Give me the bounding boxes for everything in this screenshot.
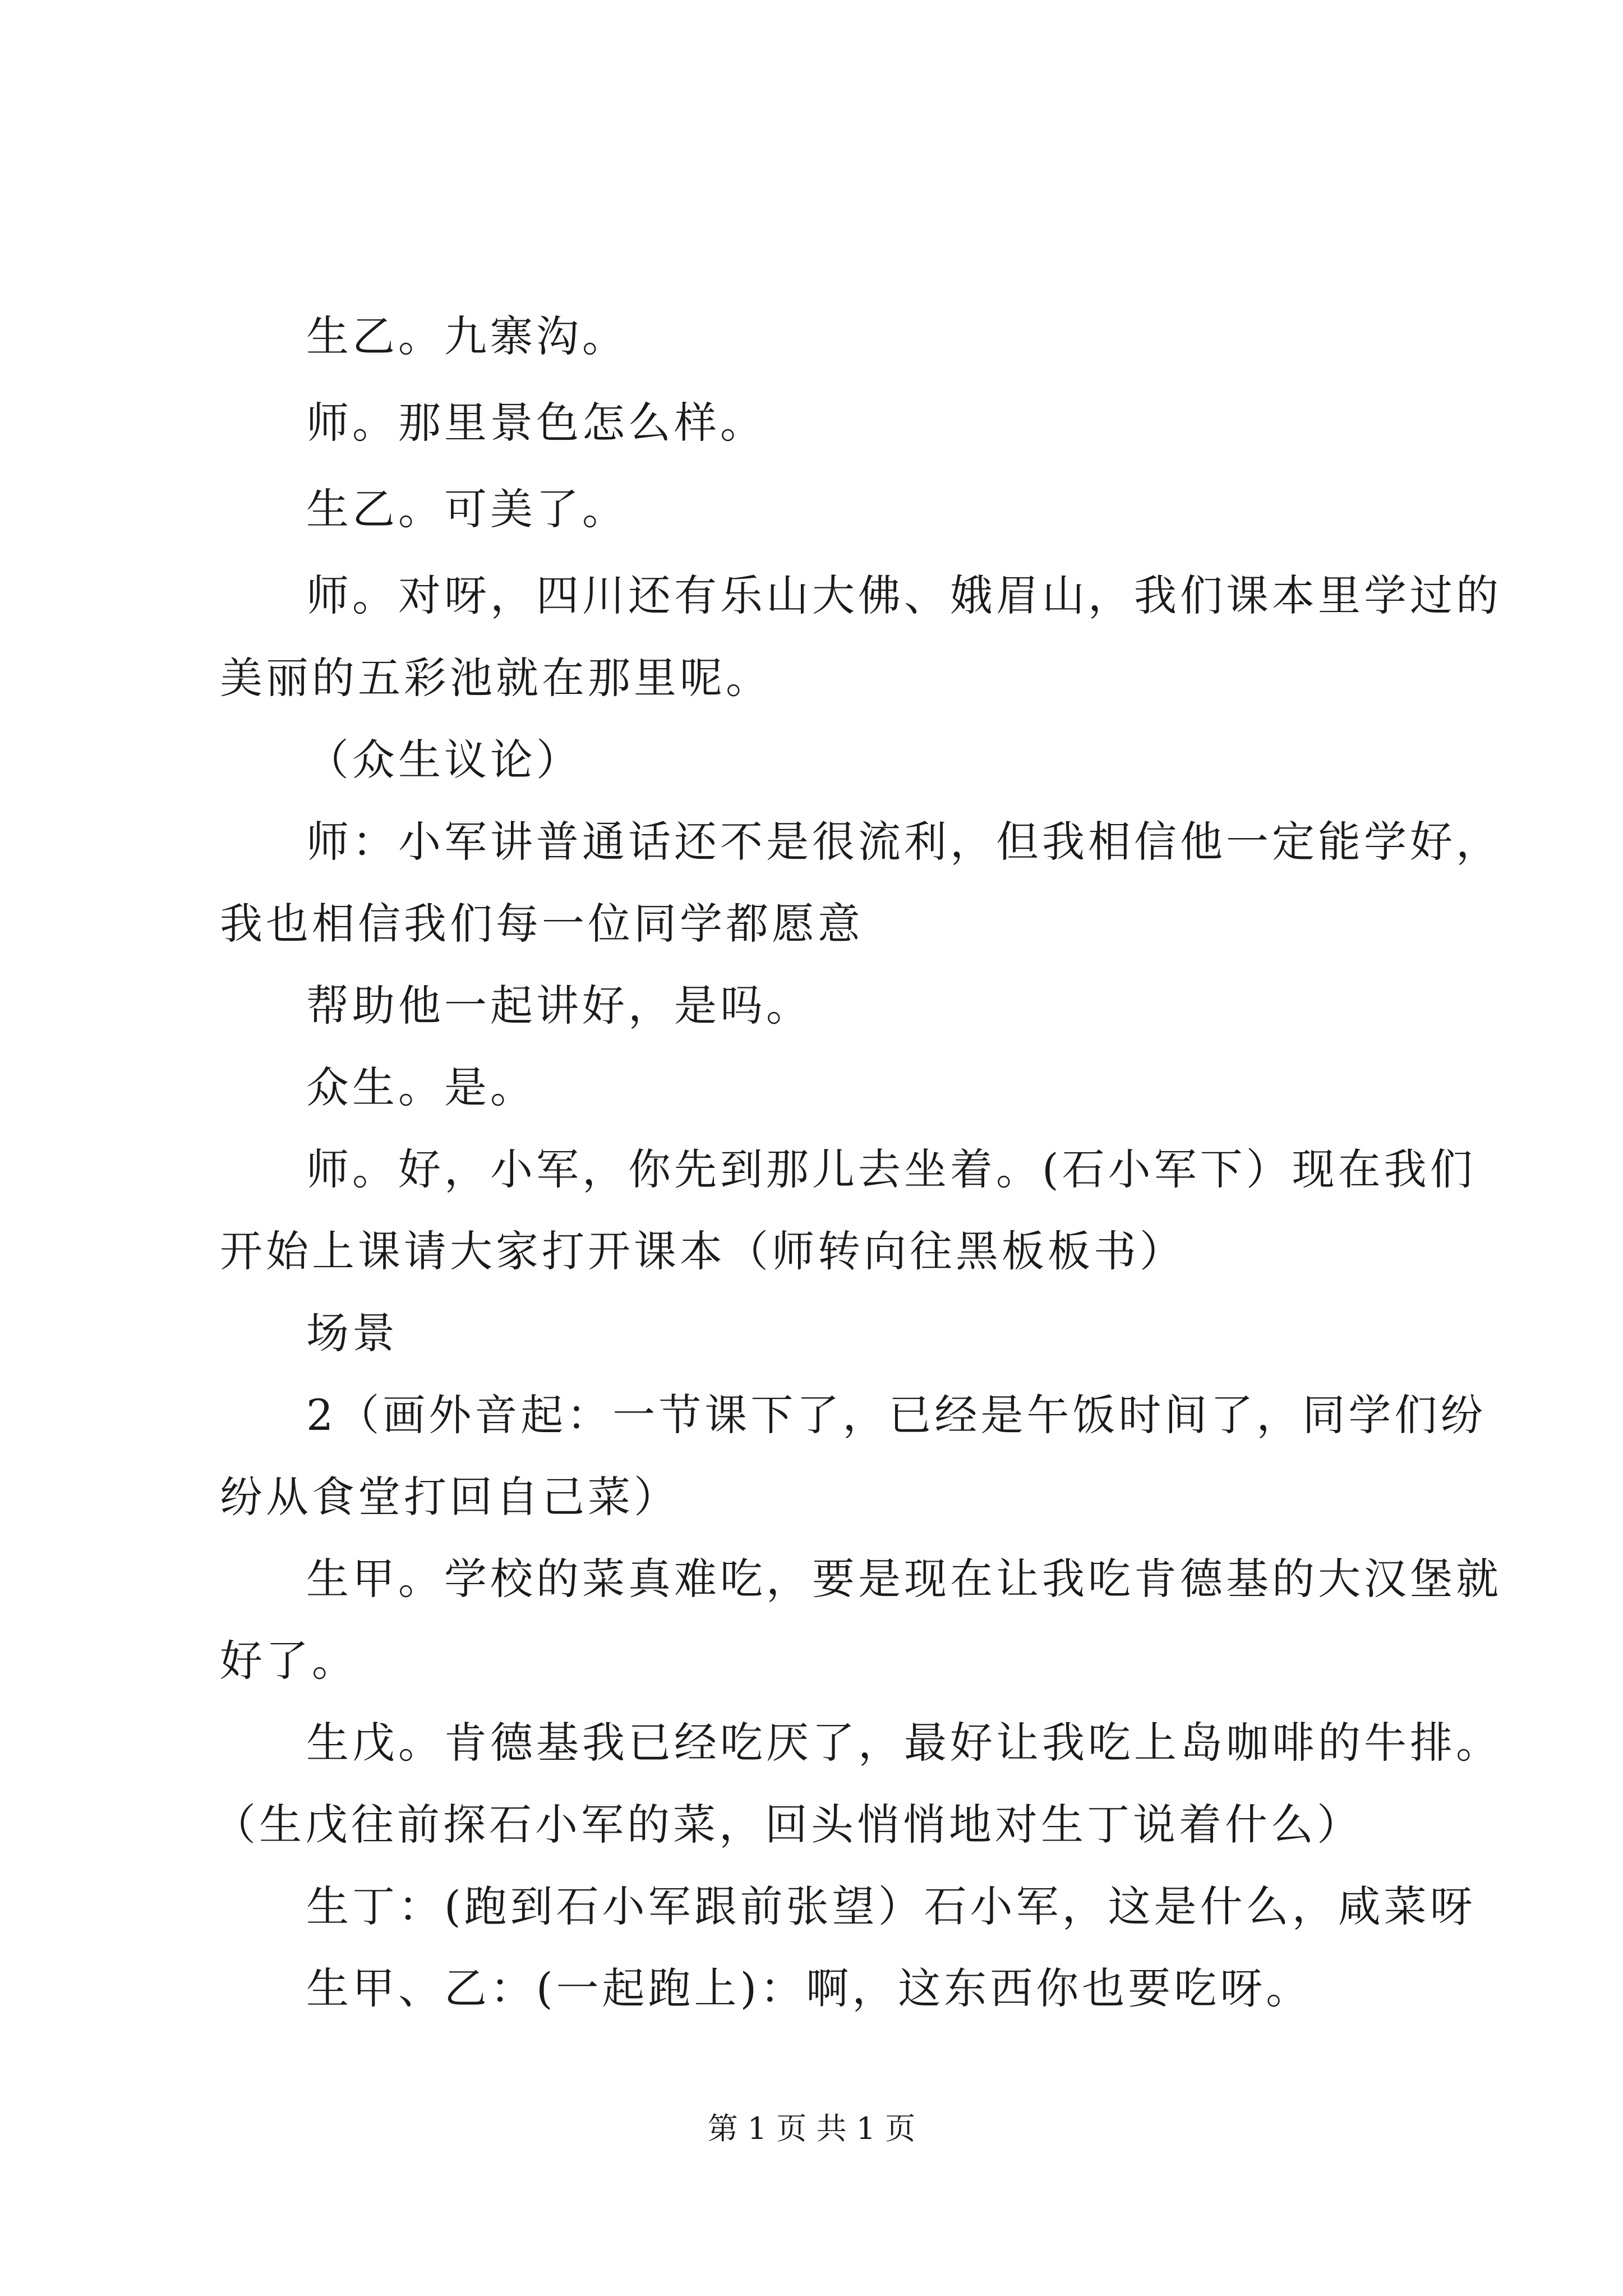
text-line: 帮助他一起讲好，是吗。: [306, 981, 812, 1030]
text-line: 开始上课请大家打开课本（师转向往黑板板书）: [220, 1226, 1186, 1276]
text-line: 生甲、乙：(一起跑上)：啊，这东西你也要吃呀。: [306, 1963, 1312, 2013]
text-line: 众生。是。: [306, 1062, 536, 1112]
text-line: 纷从食堂打回自己菜）: [220, 1472, 680, 1522]
text-line: 2（画外音起：一节课下了，已经是午饭时间了，同学们纷: [306, 1390, 1487, 1440]
text-line: 生乙。九寨沟。: [306, 311, 628, 361]
text-line: 生甲。学校的菜真难吃，要是现在让我吃肯德基的大汉堡就: [306, 1554, 1502, 1604]
text-line: 师。好，小军，你先到那儿去坐着。(石小军下）现在我们: [306, 1144, 1476, 1194]
text-line: 场景: [306, 1308, 398, 1358]
text-line: 我也相信我们每一位同学都愿意: [220, 899, 864, 949]
text-line: 师。那里景色怎么样。: [306, 398, 766, 448]
text-line: 美丽的五彩池就在那里呢。: [220, 653, 772, 703]
text-line: （众生议论）: [306, 735, 582, 785]
text-line: 生丁：(跑到石小军跟前张望）石小军，这是什么，咸菜呀: [306, 1881, 1476, 1931]
text-line: 师。对呀，四川还有乐山大佛、娥眉山，我们课本里学过的: [306, 570, 1502, 620]
text-line: 师：小军讲普通话还不是很流利，但我相信他一定能学好，: [306, 817, 1502, 867]
page-number: 第 1 页 共 1 页: [707, 2111, 916, 2146]
text-line: （生戊往前探石小军的菜，回头悄悄地对生丁说着什么）: [213, 1800, 1363, 1849]
text-line: 生戊。肯德基我已经吃厌了，最好让我吃上岛咖啡的牛排。: [306, 1718, 1502, 1768]
text-line: 好了。: [220, 1636, 358, 1686]
text-line: 生乙。可美了。: [306, 484, 628, 534]
